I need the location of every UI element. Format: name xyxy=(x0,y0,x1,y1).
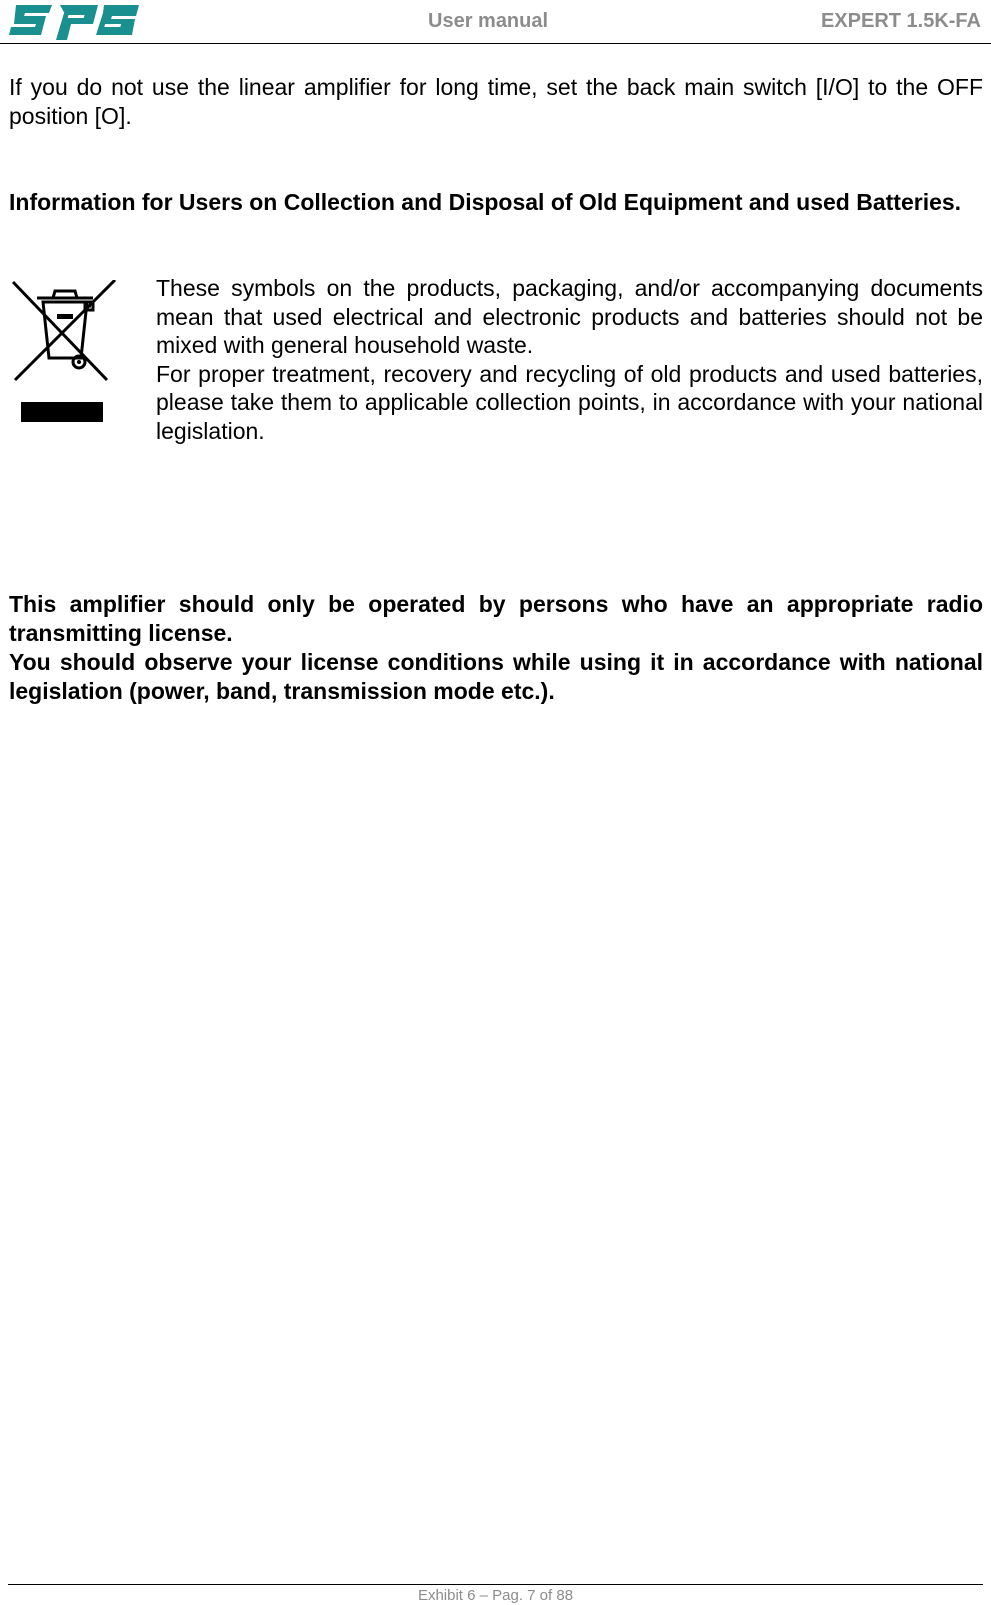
model-name: EXPERT 1.5K-FA xyxy=(820,10,981,32)
weee-paragraph-recycling: For proper treatment, recovery and recycling of old products and used batteries, please take them to applicable collection points, in accordance with your national legislation. xyxy=(156,360,983,444)
license-line-1: This amplifier should only be operated by persons who have an appropriate radio transmitting license. xyxy=(9,591,983,646)
weee-text xyxy=(156,274,983,445)
intro-paragraph: If you do not use the linear amplifier for long time, set the back main switch [I/O] to the OFF position [O]. xyxy=(9,74,983,129)
weee-paragraph-symbols: These symbols on the products, packaging, and/or accompanying documents mean that used electrical and electronic products and batteries should not be mixed with general household waste. xyxy=(156,275,983,358)
footer-divider xyxy=(8,1584,983,1585)
page-header xyxy=(0,0,991,44)
spe-logo xyxy=(8,2,140,42)
license-notice xyxy=(9,590,983,706)
document-title: User manual xyxy=(428,10,549,32)
page-footer: Exhibit 6 – Pag. 7 of 88 xyxy=(417,1587,574,1604)
license-line-2: You should observe your license conditions while using it in accordance with national legislation (power, band, transmission mode etc.). xyxy=(9,649,983,704)
crossed-out-bin-icon xyxy=(11,280,119,432)
weee-heading: Information for Users on Collection and Disposal of Old Equipment and used Batteries. xyxy=(9,189,962,215)
